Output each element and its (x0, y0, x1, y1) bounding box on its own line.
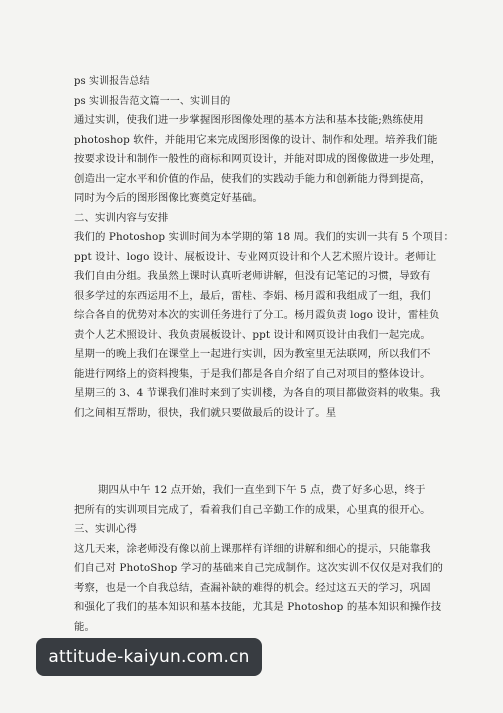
paragraph-line: 期四从中午 12 点开始，我们一直坐到下午 5 点，费了好多心思，终于 (98, 484, 426, 496)
document-title: ps 实训报告总结 (74, 76, 150, 87)
paragraph-objectives (74, 111, 462, 209)
paragraph-line: 我们的 Photoshop 实训时间为本学期的第 18 周。我们的实训一共有 5 个项目： (74, 231, 454, 243)
paragraph-line: 责个人艺术照设计、我负责展板设计、ppt 设计和网页设计由我们一起完成。 (74, 328, 431, 341)
paragraph-line: 和强化了我们的基本知识和基本技能，尤其是 Photoshop 的基本知识和操作技 (74, 601, 442, 613)
section-heading-content: 二、实训内容与安排 (74, 211, 169, 224)
paragraph-content (74, 228, 462, 423)
paragraph-line: 这几天来，涂老师没有像以前上课那样有详细的讲解和细心的提示，只能靠我 (74, 542, 431, 555)
document-body (74, 72, 462, 637)
paragraph-line: 按要求设计和制作一般性的商标和网页设计，并能对即成的图像做进一步处理， (74, 153, 442, 165)
paragraph-continued (74, 481, 462, 520)
paragraph-line: 能进行网络上的资料搜集，于是我们都是各自介绍了自己对项目的整体设计。 (74, 367, 431, 380)
watermark-banner: attitude-kaiyun.com.cn (36, 638, 262, 676)
paragraph-line: 很多学过的东西运用不上，最后，雷桂、李娟、杨月霞和我组成了一组，我们 (74, 289, 431, 302)
paragraph-line: 我们自由分组。我虽然上课时认真听老师讲解，但没有记笔记的习惯，导致有 (74, 270, 431, 282)
paragraph-line: 创造出一定水平和价值的作品，使我们的实践动手能力和创新能力得到提高， (74, 172, 431, 185)
paragraph-line: 能。 (74, 620, 95, 633)
paragraph-line: 星期三的 3、4 节课我们准时来到了实训楼，为各自的项目都做资料的收集。我 (74, 387, 441, 399)
paragraph-line: 通过实训，使我们进一步掌握图形图像处理的基本方法和基本技能;熟练使用 (74, 114, 424, 126)
paragraph-line: 把所有的实训项目完成了，看着我们自己辛勤工作的成果，心里真的很开心。 (74, 503, 431, 516)
page-gap (74, 423, 462, 481)
paragraph-line: 考察，也是一个自我总结，查漏补缺的难得的机会。经过这五天的学习，巩固 (74, 581, 431, 594)
paragraph-line: 同时为今后的图形图像比赛奠定好基础。 (74, 192, 263, 204)
paragraph-line: 综合各自的优势对本次的实训任务进行了分工。杨月霞负责 logo 设计，雷桂负 (74, 309, 440, 321)
paragraph-reflection (74, 540, 462, 638)
section-heading-reflection: 三、实训心得 (74, 523, 137, 535)
paragraph-line: 们自己对 PhotoShop 学习的基础来自己完成制作。这次实训不仅仅是对我们的 (74, 562, 444, 574)
paragraph-line: 们之间相互帮助，很快，我们就只要做最后的设计了。星 (74, 406, 337, 419)
document-subtitle: ps 实训报告范文篇一一、实训目的 (74, 95, 231, 107)
paragraph-line: 星期一的晚上我们在课堂上一起进行实训，因为教室里无法联网，所以我们不 (74, 348, 431, 360)
paragraph-line: photoshop 软件，并能用它来完成图形图像的设计、制作和处理。培养我们能 (74, 133, 438, 146)
paragraph-line: ppt 设计、logo 设计、展板设计、专业网页设计和个人艺术照片设计。老师让 (74, 250, 437, 263)
